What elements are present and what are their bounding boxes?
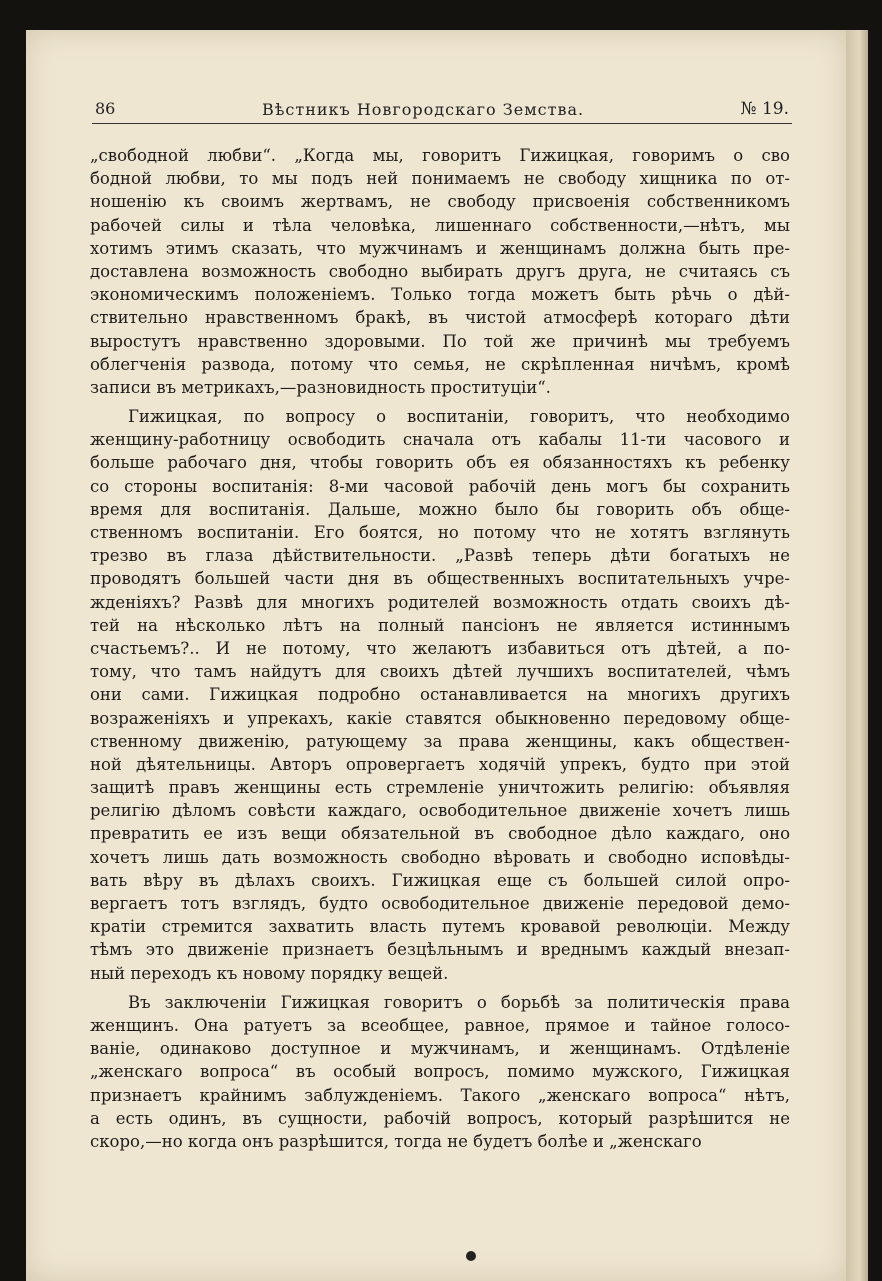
page-number: 86 <box>95 99 116 118</box>
text-line: ношенію къ своимъ жертвамъ, не свободу присвоенія собственникомъ <box>90 192 790 212</box>
text-line: „свободной любви“. „Когда мы, говоритъ Гижицкая, говоримъ о сво <box>90 146 790 165</box>
journal-title: Вѣстникъ Новгородскаго Земства. <box>262 100 585 119</box>
text-line: рабочей силы и тѣла человѣка, лишеннаго собственности,—нѣтъ, мы <box>90 215 790 235</box>
text-line: кратіи стремится захватить власть путемъ кровавой революціи. Между <box>90 917 790 937</box>
text-line: больше рабочаго дня, чтобы говорить объ ея обязанностяхъ къ ребенку <box>90 453 790 473</box>
text-line: ваніе, одинаково доступное и мужчинамъ, и женщинамъ. Отдѣленіе <box>90 1039 790 1059</box>
text-line: ствительно нравственномъ бракѣ, въ чистой атмосферѣ котораго дѣти <box>90 308 790 328</box>
text-line: выростутъ нравственно здоровыми. По той же причинѣ мы требуемъ <box>90 331 790 351</box>
header-rule <box>92 123 792 124</box>
text-line: ственномъ воспитаніи. Его боятся, но потому что не хотятъ взглянуть <box>90 523 790 542</box>
text-line: ный переходъ къ новому порядку вещей. <box>90 963 449 983</box>
text-line: защитѣ правъ женщины есть стремленіе уничтожить религію: объявляя <box>90 778 790 798</box>
page-edge <box>846 30 868 1281</box>
text-line: ственному движенію, ратующему за права женщины, какъ обществен- <box>90 731 790 751</box>
issue-number: № 19. <box>740 99 789 119</box>
paragraph <box>90 405 790 985</box>
text-line: Въ заключеніи Гижицкая говоритъ о борьбѣ за политическія права <box>128 992 790 1012</box>
text-line: доставлена возможность свободно выбирать другъ друга, не считаясь съ <box>90 261 790 281</box>
paragraph <box>90 144 790 399</box>
text-line: экономическимъ положеніемъ. Только тогда можетъ быть рѣчь о дѣй- <box>90 285 790 305</box>
text-line: облегченія развода, потому что семья, не скрѣпленная ничѣмъ, кромѣ <box>90 354 790 374</box>
running-header <box>92 96 792 126</box>
text-line: „женскаго вопроса“ въ особый вопросъ, помимо мужского, Гижицкая <box>90 1062 790 1082</box>
text-line: проводятъ большей части дня въ общественныхъ воспитательныхъ учре- <box>90 569 790 589</box>
text-line: религію дѣломъ совѣсти каждаго, освободительное движеніе хочетъ лишь <box>90 801 790 821</box>
text-line: женщину-работницу освободить сначала отъ кабалы 11-ти часового и <box>90 430 790 450</box>
text-line: превратить ее изъ вещи обязательной въ свободное дѣло каждаго, оно <box>90 824 790 844</box>
text-line: трезво въ глаза дѣйствительности. „Развѣ теперь дѣти богатыхъ не <box>90 546 790 566</box>
text-line: ной дѣятельницы. Авторъ опровергаетъ ходячій упрекъ, будто при этой <box>90 754 790 774</box>
text-line: женщинъ. Она ратуетъ за всеобщее, равное, прямое и тайное голосо- <box>90 1015 790 1035</box>
text-line: скоро,—но когда онъ разрѣшится, тогда не будетъ болѣе и „женскаго <box>90 1131 702 1151</box>
text-line: а есть одинъ, въ сущности, рабочій вопросъ, который разрѣшится не <box>90 1108 790 1128</box>
text-line: признаетъ крайнимъ заблужденіемъ. Такого „женскаго вопроса“ нѣтъ, <box>90 1085 790 1105</box>
text-line: записи въ метрикахъ,—разновидность проституціи“. <box>90 377 551 397</box>
text-line: тому, что тамъ найдутъ для своихъ дѣтей лучшихъ воспитателей, чѣмъ <box>90 662 790 682</box>
paragraph <box>90 991 790 1153</box>
text-line: Гижицкая, по вопросу о воспитаніи, говоритъ, что необходимо <box>128 407 790 427</box>
text-line: хочетъ лишь дать возможность свободно вѣровать и свободно исповѣды- <box>90 847 790 867</box>
text-line: время для воспитанія. Дальше, можно было бы говорить объ обще- <box>90 499 790 519</box>
text-line: тѣмъ это движеніе признаетъ безцѣльнымъ и вреднымъ каждый внезап- <box>90 940 790 960</box>
text-line: они сами. Гижицкая подробно останавливается на многихъ другихъ <box>90 685 790 705</box>
text-line: бодной любви, то мы подъ ней понимаемъ не свободу хищника по от- <box>90 169 790 189</box>
text-line: хотимъ этимъ сказать, что мужчинамъ и женщинамъ должна быть пре- <box>90 238 790 258</box>
text-line: счастьемъ?.. И не потому, что желаютъ избавиться отъ дѣтей, а по- <box>90 638 790 658</box>
text-line: со стороны воспитанія: 8-ми часовой рабочій день могъ бы сохранить <box>90 476 790 496</box>
text-line: тей на нѣсколько лѣтъ на полный пансіонъ не является истиннымъ <box>90 615 790 635</box>
ink-dot <box>466 1251 476 1261</box>
article-body <box>90 144 790 1153</box>
text-line: вергаетъ тотъ взглядъ, будто освободительное движеніе передовой демо- <box>90 894 790 913</box>
text-line: жденіяхъ? Развѣ для многихъ родителей возможность отдать своихъ дѣ- <box>90 592 790 612</box>
text-line: возраженіяхъ и упрекахъ, какіе ставятся обыкновенно передовому обще- <box>90 708 790 728</box>
text-line: вать вѣру въ дѣлахъ своихъ. Гижицкая еще съ большей силой опро- <box>90 870 790 890</box>
